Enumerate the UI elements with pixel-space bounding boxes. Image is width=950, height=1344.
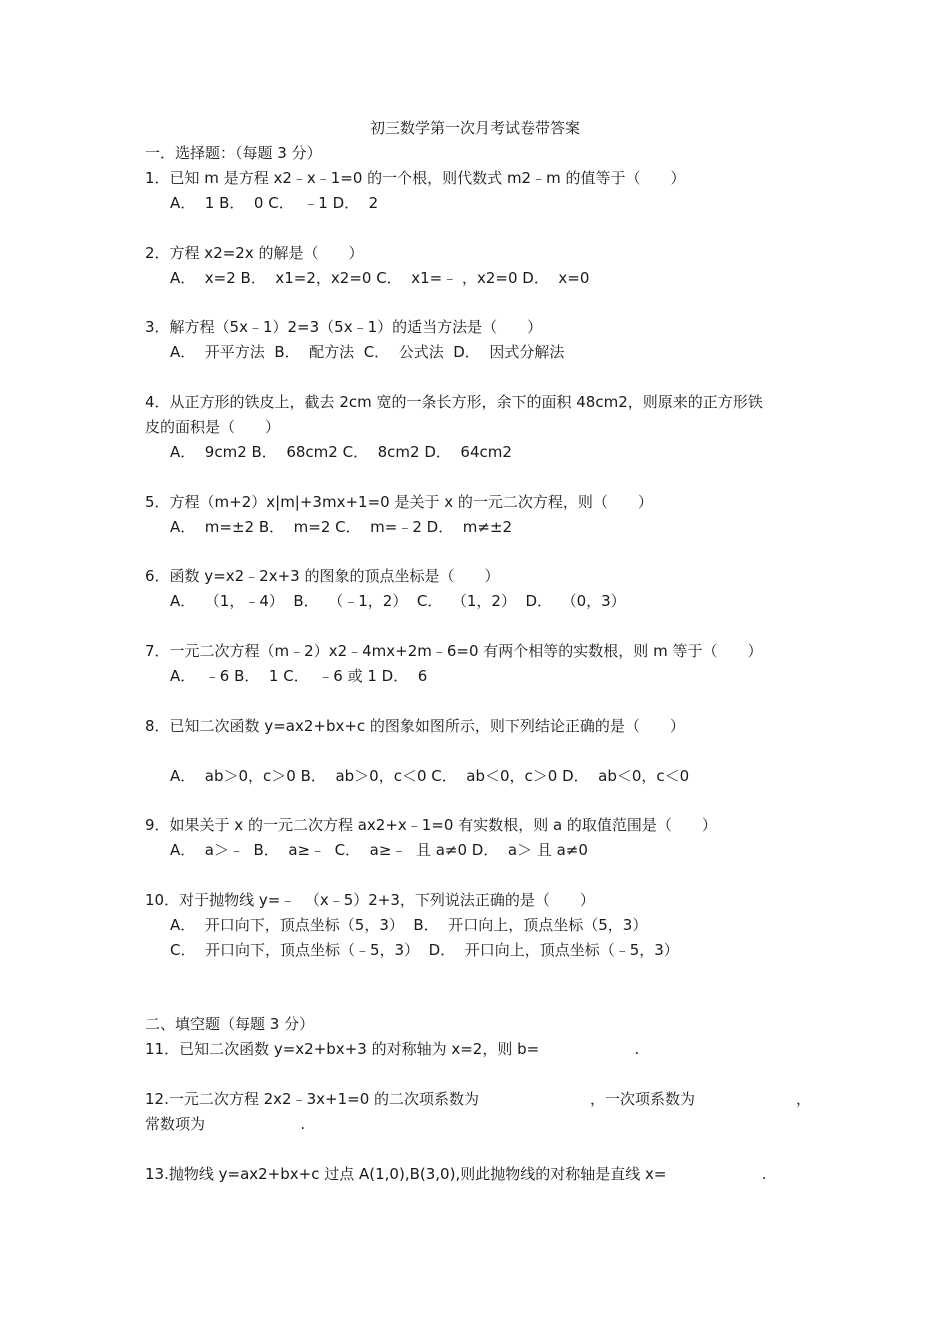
question-4-stem-line1: 4．从正方形的铁皮上，截去 2cm 宽的一条长方形，余下的面积 48cm2，则原来的正方形铁 bbox=[145, 393, 763, 411]
question-3-options: A． 开平方法 B． 配方法 C． 公式法 D． 因式分解法 bbox=[170, 343, 565, 361]
question-1-options: A． 1 B． 0 C． ﹣1 D． 2 bbox=[170, 194, 379, 212]
question-4-stem-line2: 皮的面积是（ ） bbox=[145, 418, 281, 436]
question-12-part2: ，一次项系数为 bbox=[590, 1090, 696, 1108]
question-9-options: A． a＞﹣ B． a≥﹣ C． a≥﹣ 且 a≠0 D． a＞ 且 a≠0 bbox=[170, 841, 588, 859]
question-6-options: A． （1，﹣4） B． （﹣1，2） C． （1，2） D． （0，3） bbox=[170, 592, 626, 610]
question-5-options: A． m=±2 B． m=2 C． m=﹣2 D． m≠±2 bbox=[170, 518, 513, 536]
question-12-part1: 12.一元二次方程 2x2﹣3x+1=0 的二次项系数为 bbox=[145, 1090, 480, 1108]
question-1-stem: 1．已知 m 是方程 x2﹣x﹣1=0 的一个根，则代数式 m2﹣m 的值等于（ ） bbox=[145, 169, 686, 187]
question-8-options: A． ab＞0，c＞0 B． ab＞0，c＜0 C． ab＜0，c＞0 D． ab＜0，c＜0 bbox=[170, 767, 690, 785]
question-7-stem: 7．一元二次方程（m﹣2）x2﹣4mx+2m﹣6=0 有两个相等的实数根，则 m 等于（ ） bbox=[145, 642, 763, 660]
page-title: 初三数学第一次月考试卷带答案 bbox=[369, 119, 580, 137]
question-7-options: A． ﹣6 B． 1 C． ﹣6 或 1 D． 6 bbox=[170, 667, 428, 685]
section-heading-fill: 二、填空题（每题 3 分） bbox=[145, 1015, 315, 1033]
question-3-stem: 3．解方程（5x﹣1）2=3（5x﹣1）的适当方法是（ ） bbox=[145, 318, 543, 336]
question-6-stem: 6．函数 y=x2﹣2x+3 的图象的顶点坐标是（ ） bbox=[145, 567, 500, 585]
question-8-stem: 8．已知二次函数 y=ax2+bx+c 的图象如图所示，则下列结论正确的是（ ） bbox=[145, 717, 685, 735]
question-13: 13.抛物线 y=ax2+bx+c 过点 A(1,0),B(3,0),则此抛物线的对称轴是直线 x= . bbox=[145, 1165, 767, 1183]
section-heading-choice: 一．选择题：（每题 3 分） bbox=[145, 144, 322, 162]
question-4-options: A． 9cm2 B． 68cm2 C． 8cm2 D． 64cm2 bbox=[170, 443, 512, 461]
question-10-options-line1: A． 开口向下，顶点坐标（5，3） B． 开口向上，顶点坐标（5，3） bbox=[170, 916, 648, 934]
question-2-stem: 2．方程 x2=2x 的解是（ ） bbox=[145, 244, 364, 262]
question-11: 11．已知二次函数 y=x2+bx+3 的对称轴为 x=2，则 b= . bbox=[145, 1040, 640, 1058]
question-12-part3: ， bbox=[796, 1090, 812, 1108]
question-12-line2: 常数项为 . bbox=[145, 1115, 306, 1133]
question-10-options-line2: C． 开口向下，顶点坐标（﹣5，3） D． 开口向上，顶点坐标（﹣5，3） bbox=[170, 941, 679, 959]
question-2-options: A． x=2 B． x1=2，x2=0 C． x1=﹣ ，x2=0 D． x=0 bbox=[170, 269, 590, 287]
question-5-stem: 5．方程（m+2）x|m|+3mx+1=0 是关于 x 的一元二次方程，则（ ） bbox=[145, 493, 653, 511]
question-10-stem: 10．对于抛物线 y=﹣ （x﹣5）2+3，下列说法正确的是（ ） bbox=[145, 891, 595, 909]
question-9-stem: 9．如果关于 x 的一元二次方程 ax2+x﹣1=0 有实数根，则 a 的取值范围是（ ） bbox=[145, 816, 717, 834]
